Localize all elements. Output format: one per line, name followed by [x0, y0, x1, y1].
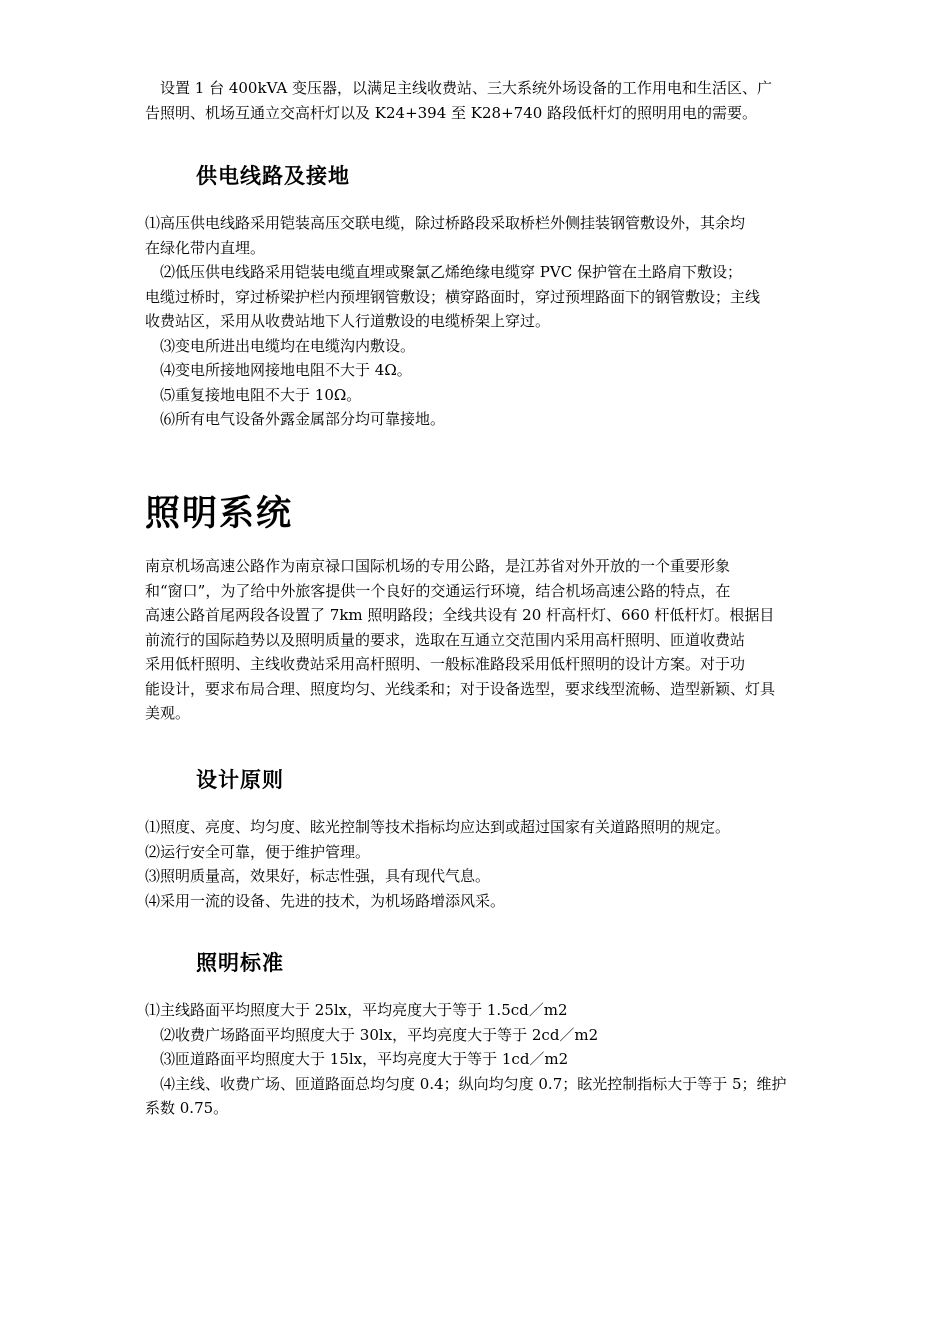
- intro-line-2: 告照明、机场互通立交高杆灯以及 K24+394 至 K28+740 路段低杆灯的照明用电的需要。: [145, 103, 758, 122]
- power-item-2-line-1: ⑵低压供电线路采用铠装电缆直埋或聚氯乙烯绝缘电缆穿 PVC 保护管在土路肩下敷设；: [160, 263, 742, 281]
- power-item-4: ⑷变电所接地网接地电阻不大于 4Ω。: [160, 361, 412, 379]
- standard-item-2: ⑵收费广场路面平均照度大于 30lx，平均亮度大于等于 2cd／m2: [160, 1025, 599, 1044]
- power-item-3: ⑶变电所进出电缆均在电缆沟内敷设。: [160, 336, 416, 355]
- principle-item-4: ⑷采用一流的设备、先进的技术，为机场路增添风采。: [145, 891, 506, 910]
- standard-item-4-line-2: 系数 0.75。: [145, 1099, 229, 1117]
- standard-item-3: ⑶匝道路面平均照度大于 15lx，平均亮度大于等于 1cd／m2: [160, 1050, 569, 1068]
- power-item-6: ⑹所有电气设备外露金属部分均可靠接地。: [160, 410, 446, 428]
- power-item-2-line-2: 电缆过桥时，穿过桥梁护栏内预埋钢管敷设；横穿路面时，穿过预埋路面下的钢管敷设；主线: [145, 287, 761, 306]
- lighting-line-4: 前流行的国际趋势以及照明质量的要求，选取在互通立交范围内采用高杆照明、匝道收费站: [145, 630, 746, 649]
- power-supply-list: [145, 211, 807, 432]
- design-principles-list: [145, 815, 807, 913]
- lighting-line-1: 南京机场高速公路作为南京禄口国际机场的专用公路，是江苏省对外开放的一个重要形象: [145, 557, 731, 575]
- power-item-1-line-1: ⑴高压供电线路采用铠装高压交联电缆，除过桥路段采取桥栏外侧挂装钢管敷设外，其余均: [145, 214, 746, 232]
- lighting-line-2: 和“窗口”，为了给中外旅客提供一个良好的交通运行环境，结合机场高速公路的特点，在: [145, 581, 731, 600]
- intro-line-1: 设置 1 台 400kVA 变压器，以满足主线收费站、三大系统外场设备的工作用电和生活区、广: [160, 79, 772, 97]
- power-item-2-line-3: 收费站区，采用从收费站地下人行道敷设的电缆桥架上穿过。: [145, 312, 551, 330]
- heading-design-principles: 设计原则: [196, 767, 284, 792]
- standard-item-1: ⑴主线路面平均照度大于 25lx，平均亮度大于等于 1.5cd／m2: [145, 1001, 568, 1019]
- lighting-line-3: 高速公路首尾两段各设置了 7km 照明路段；全线共设有 20 杆高杆灯、660 杆低杆灯。根据目: [145, 606, 775, 624]
- lighting-standards-list: [145, 998, 807, 1121]
- lighting-line-7: 美观。: [145, 704, 191, 722]
- lighting-line-6: 能设计，要求布局合理、照度均匀、光线柔和；对于设备选型，要求线型流畅、造型新颖、灯具: [145, 679, 776, 698]
- standard-item-4-line-1: ⑷主线、收费广场、匝道路面总均匀度 0.4；纵向均匀度 0.7；眩光控制指标大于等于 5；维护: [160, 1074, 787, 1093]
- power-item-1-line-2: 在绿化带内直埋。: [145, 238, 266, 257]
- lighting-line-5: 采用低杆照明、主线收费站采用高杆照明、一般标准路段采用低杆照明的设计方案。对于功: [145, 655, 746, 673]
- title-lighting-system: 照明系统: [145, 493, 294, 534]
- principle-item-3: ⑶照明质量高，效果好，标志性强，具有现代气息。: [145, 867, 491, 885]
- heading-power-supply: 供电线路及接地: [196, 163, 350, 188]
- lighting-paragraph: [145, 554, 807, 726]
- principle-item-1: ⑴照度、亮度、均匀度、眩光控制等技术指标均应达到或超过国家有关道路照明的规定。: [145, 818, 731, 836]
- heading-lighting-standards: 照明标准: [196, 950, 284, 975]
- principle-item-2: ⑵运行安全可靠，便于维护管理。: [145, 842, 371, 861]
- intro-paragraph: [145, 76, 807, 125]
- power-item-5: ⑸重复接地电阻不大于 10Ω。: [160, 385, 362, 404]
